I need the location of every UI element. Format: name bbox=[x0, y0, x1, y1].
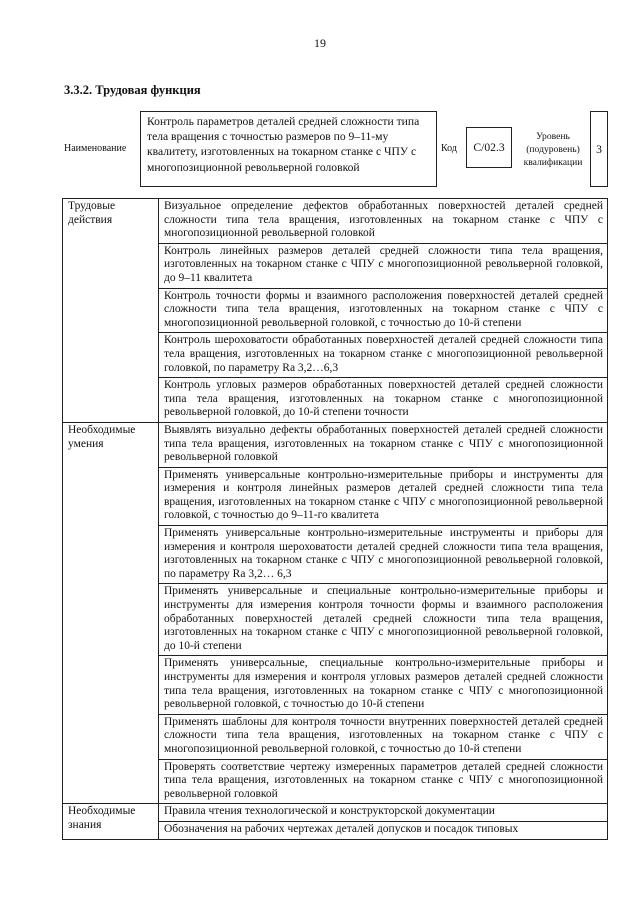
code-label: Код bbox=[441, 143, 457, 154]
category-cell: Необходимые знания bbox=[63, 804, 159, 839]
item-cell: Выявлять визуально дефекты обработанных поверхностей деталей средней сложности типа тела вращения, изготовленных на токарном станке с ЧПУ с многопозиционной револьверной головкой bbox=[159, 422, 608, 467]
item-cell: Контроль угловых размеров обработанных поверхностей деталей средней сложности типа тела вращения, изготовленных на токарном станке с многопозиционной револьверной головкой, до 10-й степени точности bbox=[159, 378, 608, 423]
name-label: Наименование bbox=[64, 143, 127, 154]
item-cell: Проверять соответствие чертежу измеренных параметров деталей средней сложности типа тела вращения, изготовленных на токарном станке с ЧПУ с многопозиционной револьверной головкой bbox=[159, 759, 608, 804]
item-cell: Правила чтения технологической и конструкторской документации bbox=[159, 804, 608, 822]
code-value-box: C/02.3 bbox=[466, 127, 512, 168]
function-table bbox=[62, 198, 608, 840]
item-cell: Контроль шероховатости обработанных поверхностей деталей средней сложности типа тела вращения, изготовленных на токарном станке с многопозиционной револьверной головкой, по параметру Ra 3,2…6,3 bbox=[159, 333, 608, 378]
item-cell: Применять универсальные контрольно-измерительные приборы и инструменты для измерения и контроля линейных размеров деталей средней сложности типа тела вращения, изготовленных на токарном станке с ЧПУ с многопозиционной револьверной головкой, с точностью до 9–11-го квалитета bbox=[159, 467, 608, 525]
table-row bbox=[63, 422, 608, 467]
item-cell: Применять универсальные контрольно-измерительные инструменты и приборы для измерения и контроля шероховатости деталей средней сложности типа тела вращения, изготовленных на токарном станке с ЧПУ с многопозиционной револьверной головкой, по параметру Ra 3,2… 6,3 bbox=[159, 526, 608, 584]
item-cell: Применять шаблоны для контроля точности внутренних поверхностей деталей средней сложности типа тела вращения, изготовленных на токарном станке с ЧПУ с многопозиционной револьверной головкой, с точностью до 10-й степени bbox=[159, 714, 608, 759]
category-cell: Трудовые действия bbox=[63, 199, 159, 423]
name-value-box: Контроль параметров деталей средней сложности типа тела вращения с точностью размеров по 9–11-му квалитету, изготовленных на токарном станке с ЧПУ с многопозиционной револьверной головкой bbox=[140, 111, 437, 187]
item-cell: Обозначения на рабочих чертежах деталей допусков и посадок типовых bbox=[159, 821, 608, 839]
item-cell: Контроль линейных размеров деталей средней сложности типа тела вращения, изготовленных на токарном станке с ЧПУ с многопозиционной револьверной головкой, до 9–11 квалитета bbox=[159, 243, 608, 288]
category-cell: Необходимые умения bbox=[63, 422, 159, 803]
table-row bbox=[63, 804, 608, 822]
item-cell: Контроль точности формы и взаимного расположения поверхностей деталей средней сложности типа тела вращения, изготовленных на токарном станке с ЧПУ с многопозиционной револьверной головкой, с точностью до 10-й степени bbox=[159, 288, 608, 333]
item-cell: Визуальное определение дефектов обработанных поверхностей деталей средней сложности типа тела вращения, изготовленных на токарном станке с ЧПУ с многопозиционной револьверной головкой bbox=[159, 199, 608, 244]
function-table-body bbox=[63, 199, 608, 840]
table-row bbox=[63, 199, 608, 244]
level-value-box: 3 bbox=[590, 111, 608, 187]
item-cell: Применять универсальные и специальные контрольно-измерительные приборы и инструменты для измерения контроля точности формы и взаимного расположения обработанных поверхностей деталей средней сложности типа тела вращения, изготовленных на токарном станке с ЧПУ с многопозиционной револьверной головкой, до 10-й степени bbox=[159, 584, 608, 656]
level-label: Уровень (подуровень) квалификации bbox=[523, 131, 583, 168]
item-cell: Применять универсальные, специальные контрольно-измерительные приборы и инструменты для измерения и контроля угловых размеров деталей средней сложности типа тела вращения, изготовленных на токарном станке с ЧПУ с многопозиционной револьверной головкой, с точностью до 10-й степени bbox=[159, 656, 608, 714]
page-number: 19 bbox=[314, 36, 326, 50]
section-title: 3.3.2. Трудовая функция bbox=[64, 83, 201, 97]
